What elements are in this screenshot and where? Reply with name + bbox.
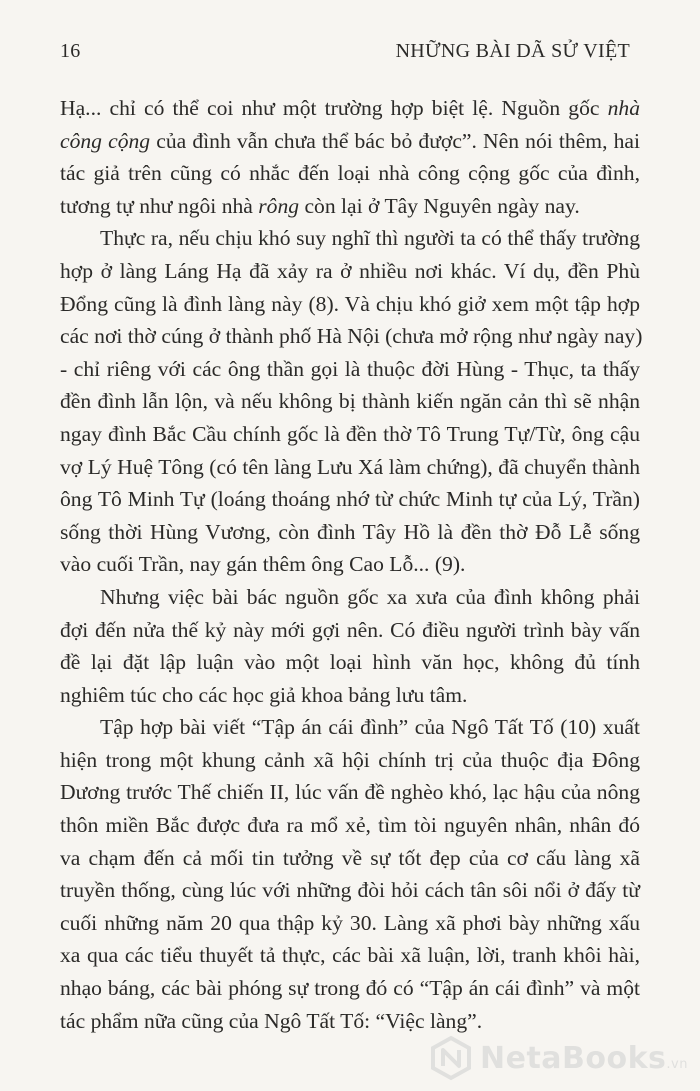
- body-text: [60, 92, 643, 1037]
- text-segment: hiện trong một khung cảnh xã hội chính trị của thuộc địa Đông: [60, 747, 640, 772]
- text-line: [60, 222, 640, 255]
- text-segment: tác giả trên cũng có nhắc đến loại nhà công cộng gốc của đình,: [60, 161, 640, 186]
- text-line: [60, 157, 640, 190]
- text-line: [60, 483, 640, 516]
- paragraph: [60, 92, 640, 222]
- text-line: [60, 581, 640, 614]
- text-segment: nhạo báng, các bài phóng sự trong đó có “Tập án cái đình” và một: [60, 976, 640, 1001]
- text-line: [60, 842, 640, 875]
- paragraph: [60, 222, 643, 581]
- text-segment: sống thời Hùng Vương, còn đình Tây Hồ là đền thờ Đỗ Lễ sống: [60, 519, 640, 544]
- text-line: [60, 418, 640, 451]
- text-segment: hợp ở làng Láng Hạ đã xảy ra ở nhiều nơi khác. Ví dụ, đền Phù: [60, 258, 640, 283]
- text-segment: ngay đình Bắc Cầu chính gốc là đền thờ Tô Trung Tự/Từ, ông cậu: [60, 421, 640, 446]
- text-line: [60, 776, 640, 809]
- text-segment: truyền thống, cùng lúc với những đòi hỏi cách tân sôi nổi ở đấy từ: [60, 878, 640, 903]
- text-segment: tác phẩm nữa cũng của Ngô Tất Tố: “Việc làng”.: [60, 1008, 483, 1033]
- text-line: [60, 907, 640, 940]
- italic-term: rông: [258, 193, 300, 218]
- text-line: [60, 190, 640, 223]
- page-header: [60, 40, 630, 70]
- text-line: [60, 385, 640, 418]
- text-line: [60, 939, 640, 972]
- text-segment: Dương trước Thế chiến II, lúc vấn đề nghèo khó, lạc hậu của nông: [60, 780, 640, 805]
- text-line: [60, 353, 640, 386]
- watermark: [428, 1035, 688, 1081]
- netabooks-logo-icon: [428, 1035, 474, 1081]
- text-line: [60, 451, 640, 484]
- text-line: [60, 614, 640, 647]
- text-line: [60, 516, 640, 549]
- text-segment: thôn miền Bắc được đưa ra mổ xẻ, tìm tòi nguyên nhân, nhân đó: [60, 813, 640, 838]
- text-line: [60, 125, 640, 158]
- text-segment: vợ Lý Huệ Tông (có tên làng Lưu Xá làm chứng), đã chuyển thành: [60, 454, 640, 479]
- italic-term: nhà: [607, 96, 640, 120]
- text-line: [60, 711, 640, 744]
- text-segment: cuối những năm 20 qua thập kỷ 30. Làng xã phơi bày những xấu: [60, 910, 640, 935]
- text-segment: Tập hợp bài viết “Tập án cái đình” của Ngô Tất Tố (10) xuất: [100, 715, 640, 740]
- text-line: [60, 809, 640, 842]
- text-segment: ông Tô Minh Tự (loáng thoáng nhớ từ chức Minh tự của Lý, Trần): [60, 487, 640, 512]
- paragraph: [60, 581, 640, 711]
- italic-term: công cộng: [60, 128, 151, 153]
- text-segment: nghiêm túc cho các học giả khoa bảng lưu tâm.: [60, 682, 468, 707]
- paragraph: [60, 711, 640, 1037]
- text-line: [60, 679, 640, 712]
- text-line: [60, 972, 640, 1005]
- running-title: NHỮNG BÀI DÃ SỬ VIỆT: [395, 40, 630, 62]
- text-segment: đền đình lẫn lộn, và nếu không bị thành kiến ngăn cản thì sẽ nhận: [60, 389, 640, 414]
- text-line: [60, 288, 640, 321]
- text-line: [60, 646, 640, 679]
- page-number: 16: [60, 40, 81, 62]
- text-segment: Thực ra, nếu chịu khó suy nghĩ thì người ta có thể thấy trường: [100, 226, 640, 251]
- text-segment: Đổng cũng là đình làng này (8). Và chịu khó giở xem một tập hợp: [60, 291, 640, 316]
- text-segment: - chỉ riêng với các ông thần gọi là thuộc đời Hùng - Thục, ta thấy: [60, 356, 640, 381]
- watermark-text: NetaBooks.vn: [479, 1040, 688, 1076]
- text-segment: còn lại ở Tây Nguyên ngày nay.: [299, 193, 580, 218]
- text-line: [60, 874, 640, 907]
- text-line: [60, 548, 640, 581]
- text-segment: tương tự như ngôi nhà: [60, 193, 259, 218]
- text-segment: đợi đến nửa thế kỷ này mới gợi nên. Có điều người trình bày vấn: [60, 617, 640, 642]
- text-segment: các nơi thờ cúng ở thành phố Hà Nội (chưa mở rộng như ngày nay): [60, 324, 643, 349]
- text-line: [60, 255, 640, 288]
- text-segment: vào cuối Trần, nay gán thêm ông Cao Lỗ... (9).: [60, 552, 466, 577]
- text-segment: va chạm đến cả mối tin tưởng về sự tốt đẹp của cơ cấu làng xã: [60, 845, 640, 870]
- text-line: [60, 92, 640, 125]
- text-line: [60, 1005, 640, 1038]
- text-segment: xa qua các tiểu thuyết tả thực, các bài xã luận, lời, tranh khôi hài,: [60, 943, 640, 968]
- text-line: [60, 320, 643, 353]
- text-segment: đề lại đặt lập luận vào một loại hình văn học, không đủ tính: [60, 650, 640, 675]
- text-segment: Hạ... chỉ có thể coi như một trường hợp biệt lệ. Nguồn gốc: [60, 96, 608, 120]
- text-segment: của đình vẫn chưa thể bác bỏ được”. Nên nói thêm, hai: [150, 128, 641, 153]
- text-segment: Nhưng việc bài bác nguồn gốc xa xưa của đình không phải: [100, 584, 640, 609]
- text-line: [60, 744, 640, 777]
